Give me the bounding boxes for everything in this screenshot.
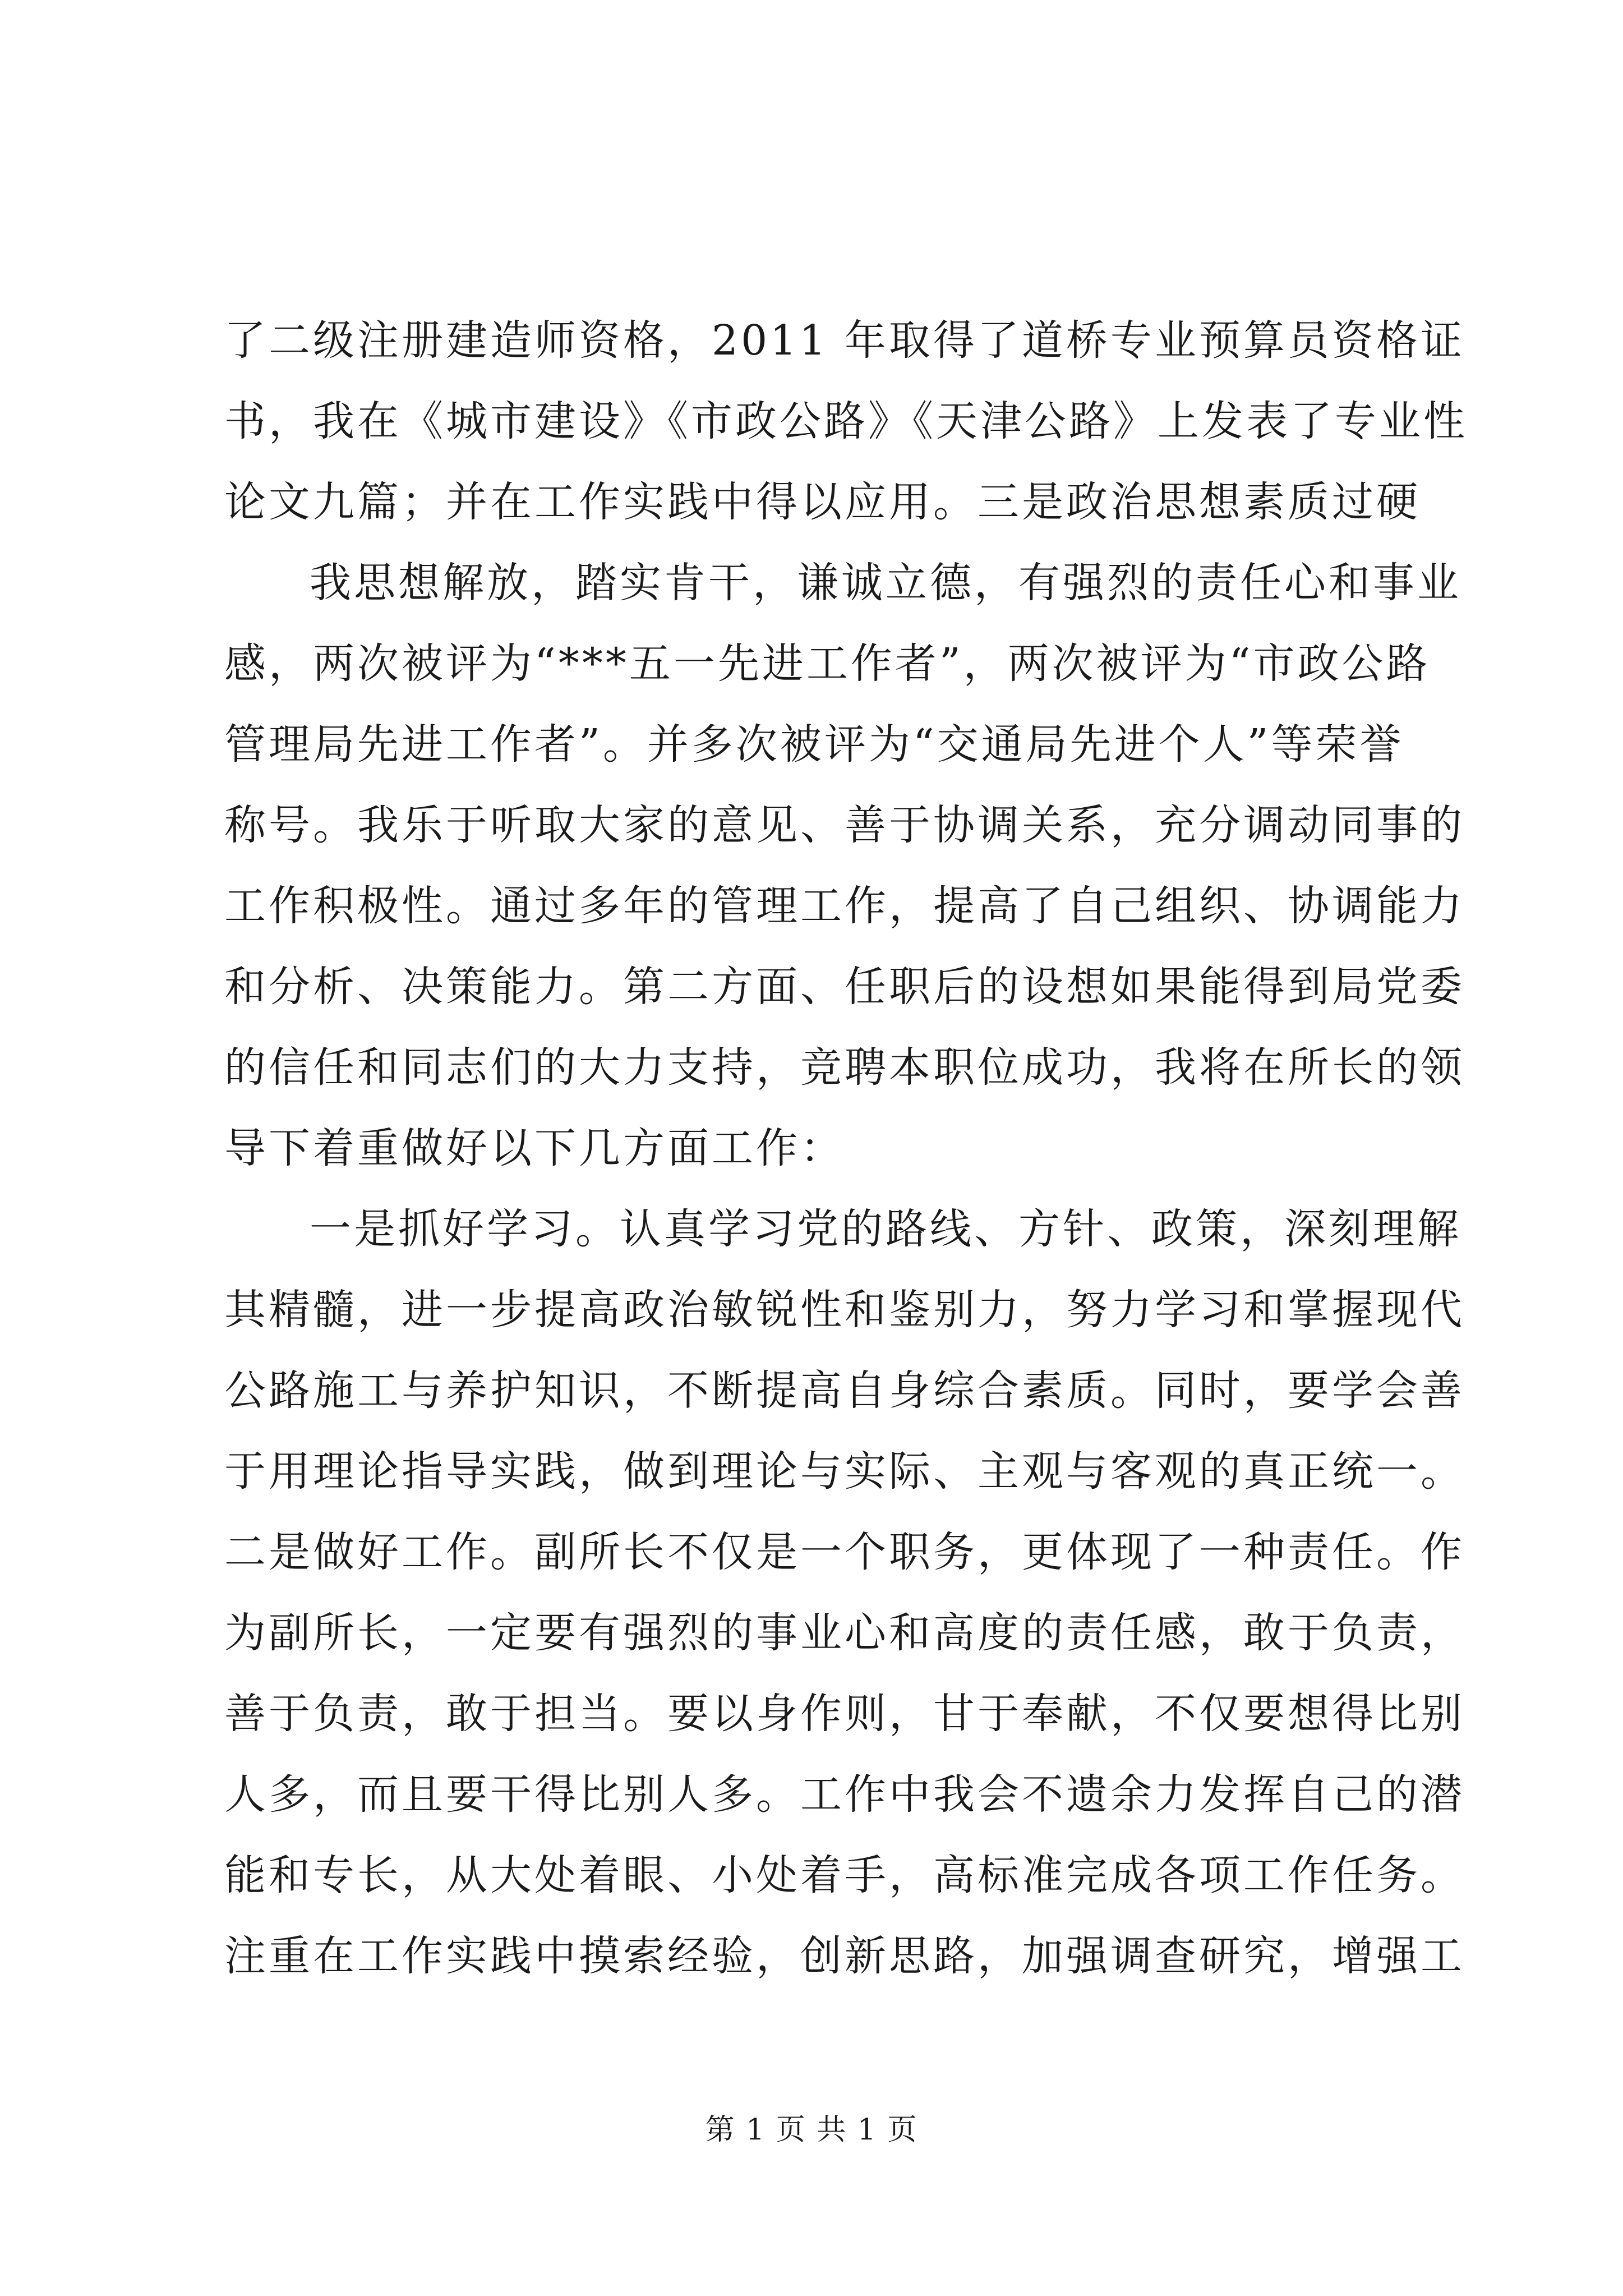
text-line: 称号。我乐于听取大家的意见、善于协调关系，充分调动同事的 [224, 801, 1465, 849]
text-line: 能和专长，从大处着眼、小处着手，高标准完成各项工作任务。 [224, 1851, 1465, 1899]
document-body [224, 300, 1468, 1996]
text-line: 于用理论指导实践，做到理论与实际、主观与客观的真正统一。 [224, 1447, 1465, 1496]
text-line: 论文九篇；并在工作实践中得以应用。三是政治思想素质过硬 [224, 478, 1421, 526]
text-line: 为副所长，一定要有强烈的事业心和高度的责任感，敢于负责， [224, 1609, 1465, 1657]
page-footer: 第 1 页 共 1 页 [705, 2113, 918, 2147]
text-line: 了二级注册建造师资格，2011 年取得了道桥专业预算员资格证 [224, 316, 1465, 365]
text-line: 的信任和同志们的大力支持，竞聘本职位成功，我将在所长的领 [224, 1043, 1465, 1092]
text-line: 注重在工作实践中摸索经验，创新思路，加强调查研究，增强工 [224, 1932, 1465, 1980]
text-line: 我思想解放，踏实肯干，谦诚立德，有强烈的责任心和事业 [310, 559, 1461, 607]
text-line: 公路施工与养护知识，不断提高自身综合素质。同时，要学会善 [224, 1366, 1465, 1415]
paragraph-political-quality [224, 542, 1465, 1189]
text-line: 一是抓好学习。认真学习党的路线、方针、政策，深刻理解 [310, 1205, 1461, 1253]
text-line: 二是做好工作。副所长不仅是一个职务，更体现了一种责任。作 [224, 1528, 1465, 1576]
text-line: 感，两次被评为“***五一先进工作者”，两次被评为“市政公路 [224, 639, 1431, 688]
text-line: 管理局先进工作者”。并多次被评为“交通局先进个人”等荣誉 [224, 720, 1404, 769]
text-line: 书，我在《城市建设》《市政公路》《天津公路》上发表了专业性 [224, 397, 1468, 445]
text-line: 善于负责，敢于担当。要以身作则，甘于奉献，不仅要想得比别 [224, 1690, 1465, 1738]
text-line: 工作积极性。通过多年的管理工作，提高了自己组织、协调能力 [224, 882, 1465, 930]
text-line: 其精髓，进一步提高政治敏锐性和鉴别力，努力学习和掌握现代 [224, 1286, 1465, 1334]
text-line: 人多，而且要干得比别人多。工作中我会不遗余力发挥自己的潜 [224, 1770, 1465, 1819]
text-line: 导下着重做好以下几方面工作： [224, 1124, 845, 1172]
text-line: 和分析、决策能力。第二方面、任职后的设想如果能得到局党委 [224, 963, 1465, 1011]
paragraph-continuation [224, 300, 1468, 542]
paragraph-work-plan [224, 1189, 1465, 1996]
